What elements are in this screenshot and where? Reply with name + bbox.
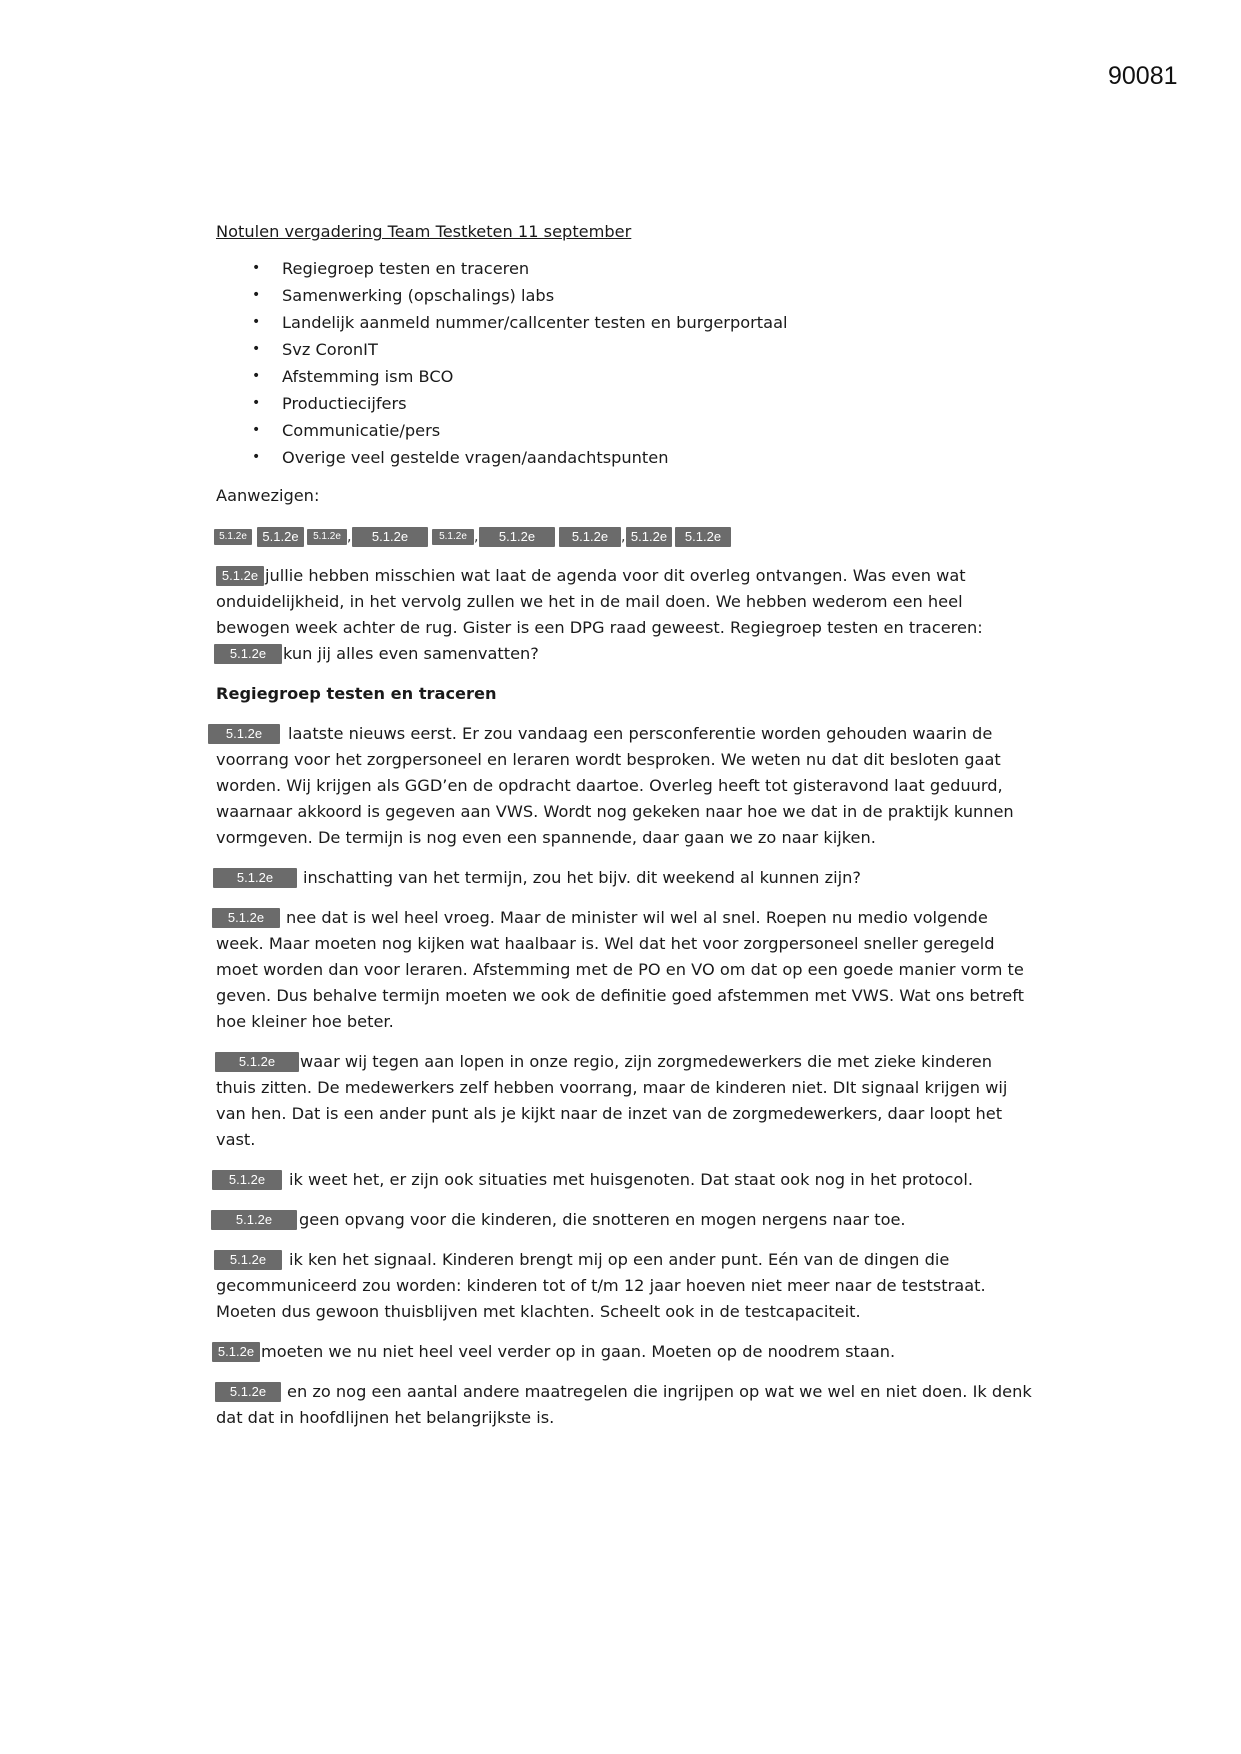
bullet-icon: • xyxy=(252,449,261,465)
agenda-item: • Svz CoronIT xyxy=(216,336,1036,363)
section-heading: Regiegroep testen en traceren xyxy=(216,684,497,703)
redaction-box: 5.1.2e xyxy=(211,1210,297,1230)
minutes-paragraph: 5.1.2e inschatting van het termijn, zou het bijv. dit weekend al kunnen zijn? xyxy=(216,865,1036,891)
agenda-list xyxy=(216,255,1036,471)
redaction-box: 5.1.2e xyxy=(215,1052,299,1072)
redaction-box: 5.1.2e xyxy=(214,529,252,545)
agenda-item: • Productiecijfers xyxy=(216,390,1036,417)
redaction-box: 5.1.2e xyxy=(216,566,264,586)
redaction-box: 5.1.2e xyxy=(352,527,428,547)
page-number: 90081 xyxy=(1108,62,1178,90)
redaction-box: 5.1.2e xyxy=(208,724,280,744)
redaction-box: 5.1.2e xyxy=(214,644,282,664)
separator: , xyxy=(621,529,626,545)
agenda-item: • Samenwerking (opschalings) labs xyxy=(216,282,1036,309)
redaction-box: 5.1.2e xyxy=(257,527,304,547)
minutes-paragraph: 5.1.2e ik ken het signaal. Kinderen brengt mij op een ander punt. Eén van de dingen die gecommuniceerd zou worden: kinderen tot of t/m 12 jaar hoeven niet meer naar de teststraat. Moeten dus gewoon thuisblijven met klachten. Scheelt ook in de testcapaciteit. xyxy=(216,1250,986,1321)
redaction-box: 5.1.2e xyxy=(559,527,621,547)
attendees-label: Aanwezigen: xyxy=(216,486,320,505)
redaction-box: 5.1.2e xyxy=(675,527,731,547)
minutes-paragraph: 5.1.2e waar wij tegen aan lopen in onze regio, zijn zorgmedewerkers die met zieke kinderen thuis zitten. De medewerkers zelf hebben voorrang, maar de kinderen niet. DIt signaal krijgen wij van hen. Dat is een ander punt als je kijkt naar de inzet van de zorgmedewerkers, daar loopt het vast. xyxy=(216,1052,1008,1149)
minutes-paragraph: 5.1.2e geen opvang voor die kinderen, die snotteren en mogen nergens naar toe. xyxy=(216,1207,1036,1233)
redaction-box: 5.1.2e xyxy=(307,529,347,545)
bullet-icon: • xyxy=(252,422,261,438)
document-title: Notulen vergadering Team Testketen 11 september xyxy=(216,222,632,241)
document-body xyxy=(216,219,1036,1445)
redaction-box: 5.1.2e xyxy=(432,529,474,545)
agenda-item: • Overige veel gestelde vragen/aandachtspunten xyxy=(216,444,1036,471)
minutes-paragraph: 5.1.2e en zo nog een aantal andere maatregelen die ingrijpen op wat we wel en niet doen. Ik denk dat dat in hoofdlijnen het belangrijkste is. xyxy=(216,1382,1032,1427)
agenda-item: • Afstemming ism BCO xyxy=(216,363,1036,390)
bullet-icon: • xyxy=(252,260,261,276)
redaction-box: 5.1.2e xyxy=(212,908,280,928)
minutes-paragraph: 5.1.2e ik weet het, er zijn ook situaties met huisgenoten. Dat staat ook nog in het protocol. xyxy=(216,1167,1036,1193)
agenda-item: • Communicatie/pers xyxy=(216,417,1036,444)
separator: , xyxy=(347,529,352,545)
redaction-box: 5.1.2e xyxy=(479,527,555,547)
bullet-icon: • xyxy=(252,368,261,384)
bullet-icon: • xyxy=(252,287,261,303)
redaction-box: 5.1.2e xyxy=(213,868,297,888)
intro-paragraph: 5.1.2e jullie hebben misschien wat laat de agenda voor dit overleg ontvangen. Was even wat onduidelijkheid, in het vervolg zullen we het in de mail doen. We hebben wederom een heel bewogen week achter de rug. Gister is een DPG raad geweest. Regiegroep testen en traceren: 5.1.2e kun jij alles even samenvatten? xyxy=(216,566,983,663)
redaction-box: 5.1.2e xyxy=(215,1382,281,1402)
agenda-item: • Regiegroep testen en traceren xyxy=(216,255,1036,282)
redaction-box: 5.1.2e xyxy=(212,1170,282,1190)
redaction-box: 5.1.2e xyxy=(214,1250,282,1270)
separator: , xyxy=(474,529,479,545)
bullet-icon: • xyxy=(252,314,261,330)
redaction-box: 5.1.2e xyxy=(626,527,672,547)
minutes-paragraph: 5.1.2e nee dat is wel heel vroeg. Maar de minister wil wel al snel. Roepen nu medio volgende week. Maar moeten nog kijken wat haalbaar is. Wel dat het voor zorgpersoneel sneller geregeld moet worden dan voor leraren. Afstemming met de PO en VO om dat op een goede manier vorm te geven. Dus behalve termijn moeten we ook de definitie goed afstemmen met VWS. Wat ons betreft hoe kleiner hoe beter. xyxy=(216,905,1036,1035)
minutes-paragraph: 5.1.2e moeten we nu niet heel veel verder op in gaan. Moeten op de noodrem staan. xyxy=(216,1339,1036,1365)
bullet-icon: • xyxy=(252,395,261,411)
minutes-paragraph: 5.1.2e laatste nieuws eerst. Er zou vandaag een persconferentie worden gehouden waarin de voorrang voor het zorgpersoneel en leraren wordt besproken. We weten nu dat dit besloten gaat worden. Wij krijgen als GGD’en de opdracht daartoe. Overleg heeft tot gisteravond laat geduurd, waarnaar akkoord is gegeven aan VWS. Wordt nog gekeken naar hoe we dat in de praktijk kunnen vormgeven. De termijn is nog even een spannende, daar gaan we zo naar kijken. xyxy=(216,721,1036,851)
redaction-box: 5.1.2e xyxy=(212,1342,260,1362)
attendees-redacted xyxy=(214,525,1036,549)
bullet-icon: • xyxy=(252,341,261,357)
agenda-item: • Landelijk aanmeld nummer/callcenter testen en burgerportaal xyxy=(216,309,1036,336)
